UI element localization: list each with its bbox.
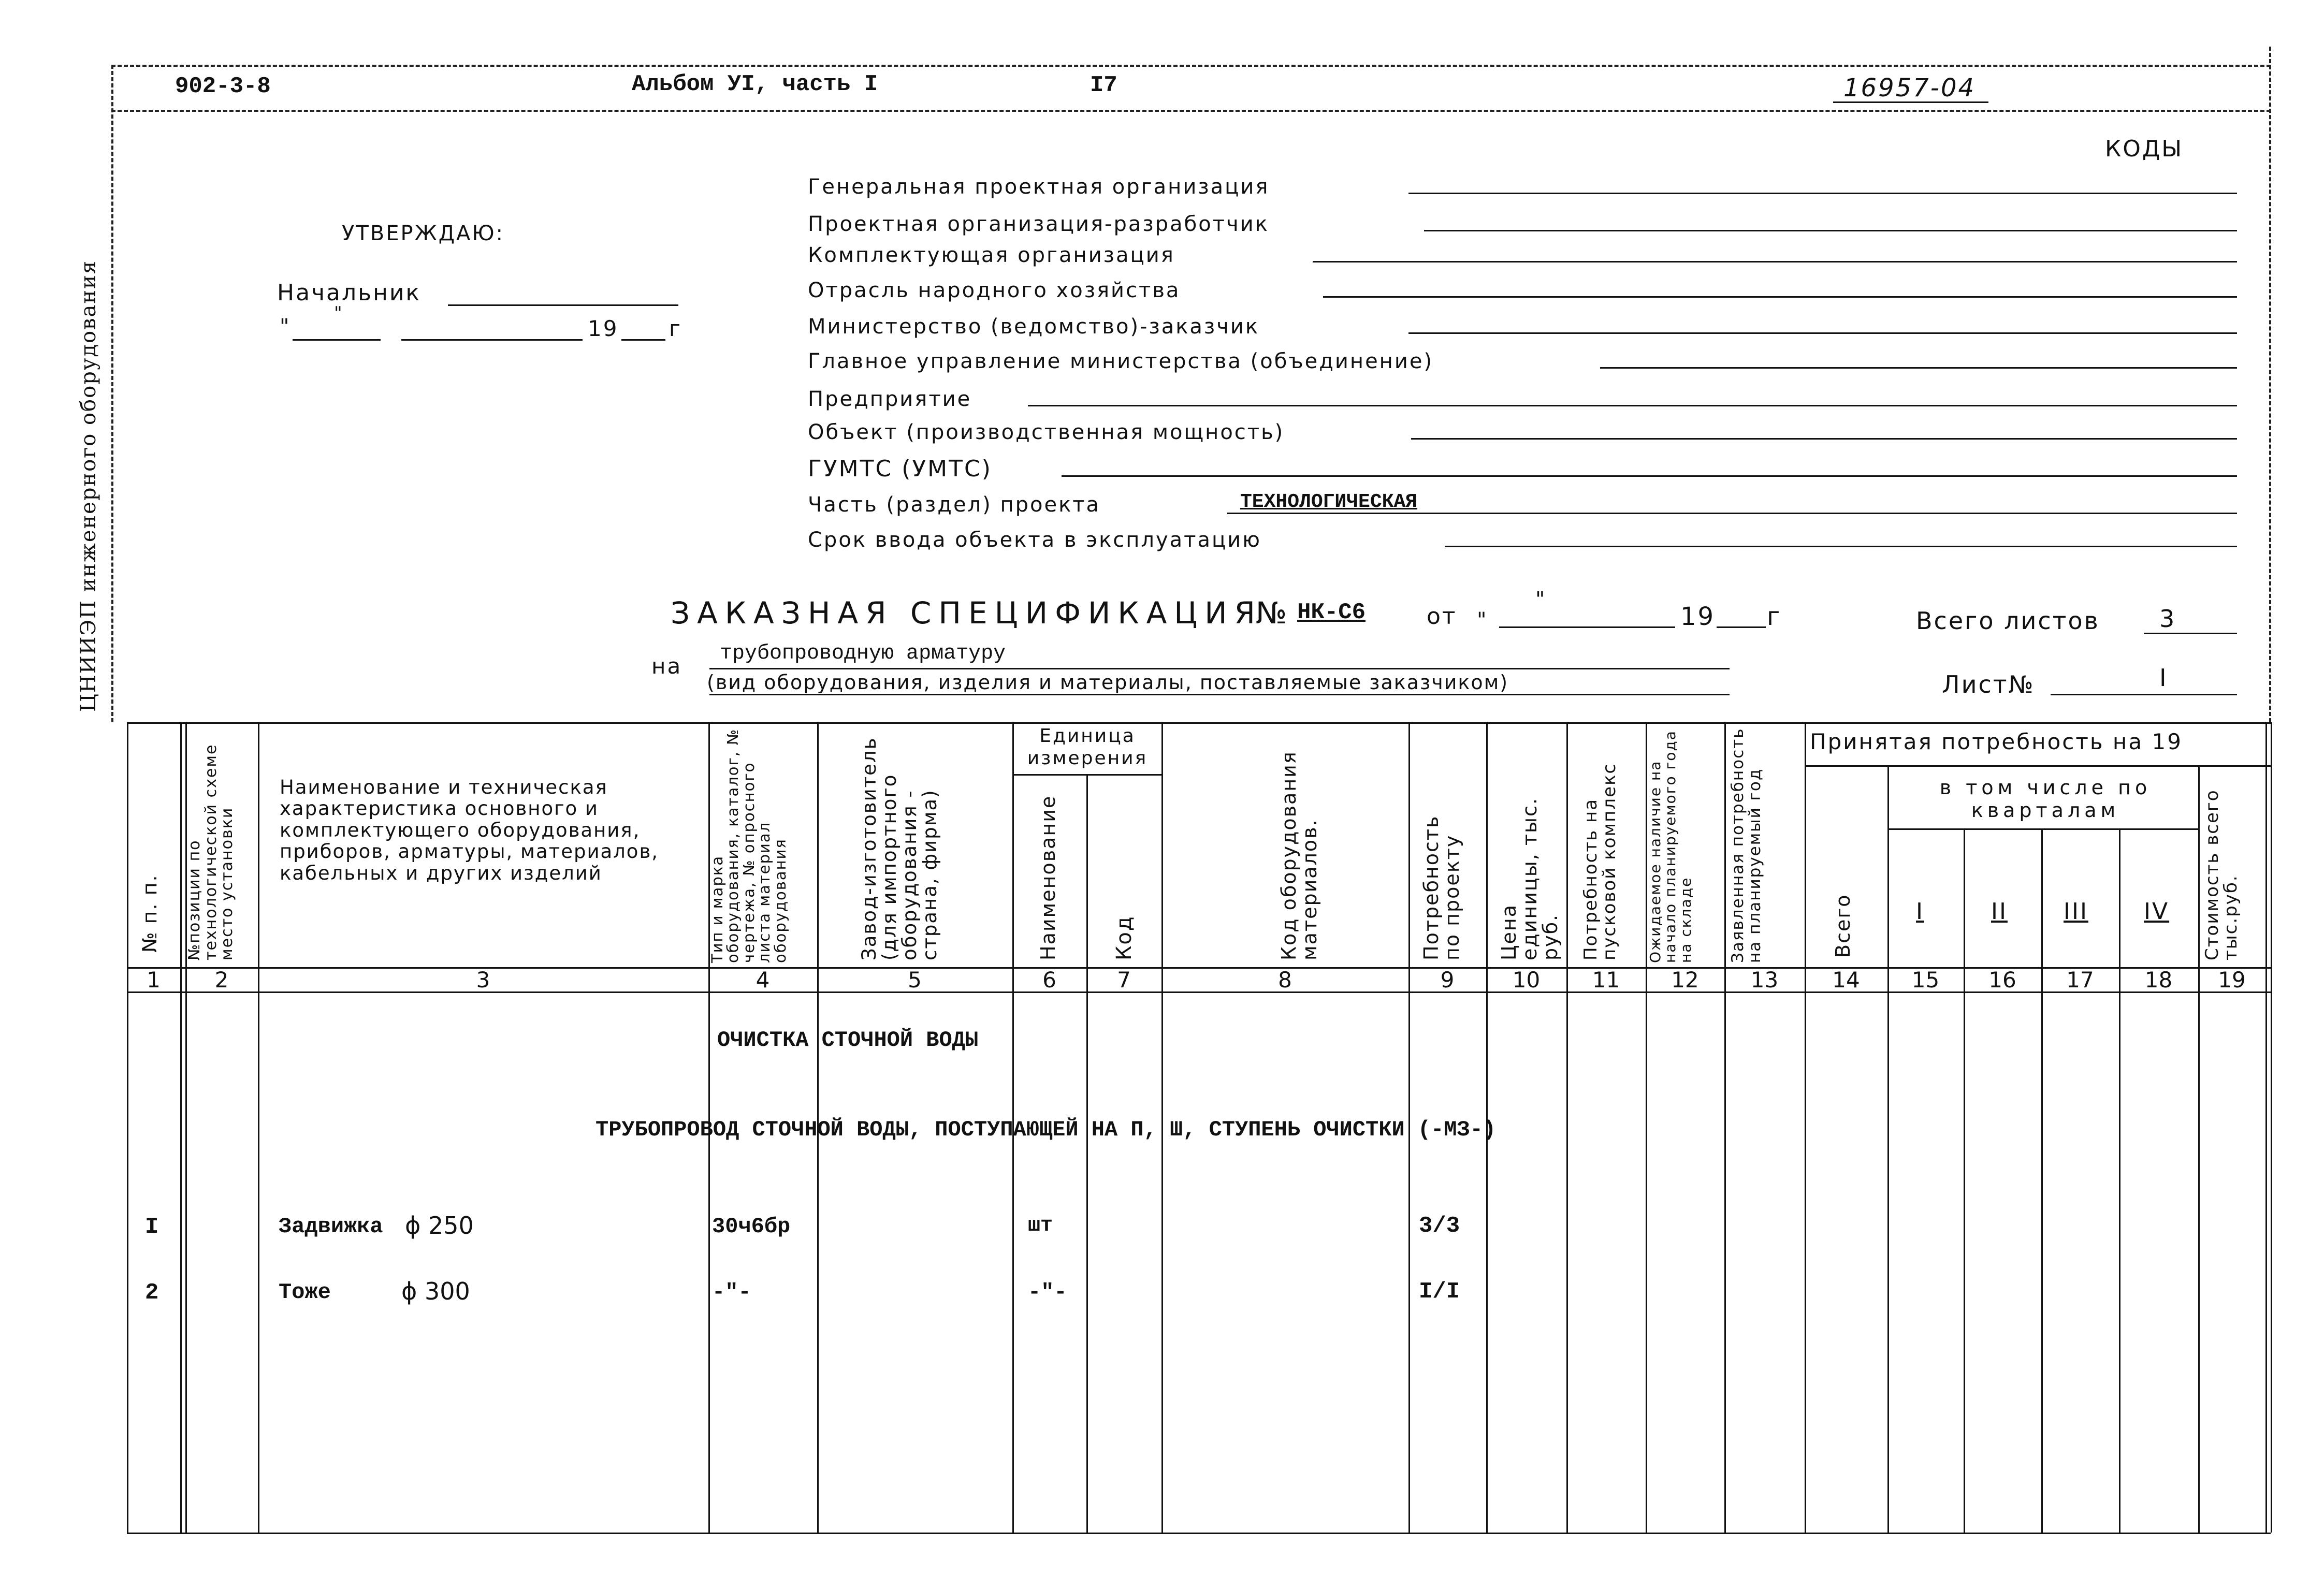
approve-year-line [621, 339, 665, 341]
org-label: Отрасль народного хозяйства [808, 279, 1181, 302]
codes-label: КОДЫ [2105, 136, 2184, 162]
col-line [180, 722, 182, 1533]
col-line [1086, 774, 1088, 1533]
col-line [1724, 722, 1726, 1533]
sheet-line [2051, 694, 2237, 695]
frame-header-line [111, 110, 2271, 112]
col-number: 9 [1440, 967, 1455, 993]
col-number: 14 [1832, 967, 1860, 993]
org-label: Главное управление министерства (объединение) [808, 349, 1434, 373]
col-header-5 [860, 727, 940, 960]
col-header-15: I [1916, 898, 1924, 925]
col-number: 3 [476, 967, 490, 993]
col-number: 8 [1278, 967, 1292, 993]
row-need: I/I [1419, 1279, 1460, 1305]
approve-date-mid: " [334, 303, 344, 324]
col-header-9-text: Потребность по проекту [1420, 815, 1463, 960]
col-header-1: № п. п. [138, 874, 161, 953]
doc-code: 902-3-8 [175, 74, 271, 99]
col-header-13 [1730, 725, 1763, 963]
org-line [1408, 193, 2237, 194]
row-type: -"- [712, 1280, 751, 1305]
row-number: I [145, 1214, 159, 1240]
col-number: 1 [147, 967, 161, 993]
section-title: ОЧИСТКА СТОЧНОЙ ВОДЫ [717, 1028, 979, 1053]
org-value-section: ТЕХНОЛОГИЧЕСКАЯ [1240, 491, 1418, 513]
col-line [258, 722, 259, 1533]
row-name: Задвижка [279, 1214, 383, 1239]
inventory-number: 16957-04 [1843, 74, 1976, 103]
org-line [1445, 546, 2237, 547]
spec-from-label: от [1427, 603, 1457, 630]
col-header-2 [186, 727, 236, 960]
col-header-13-text: Заявленная потребность на планируемый год [1729, 727, 1764, 963]
table-top-line [127, 722, 2271, 724]
org-label: Проектная организация-разработчик [808, 212, 1269, 236]
col-number: 15 [1911, 967, 1940, 993]
col-header-12-text: Ожидаемое наличие на начало планируемого года на складе [1647, 730, 1694, 963]
spec-date-quote-2: " [1535, 588, 1547, 611]
total-sheets-line [2144, 633, 2237, 634]
approve-year: 19 [588, 316, 619, 341]
col-number: 19 [2218, 967, 2246, 993]
col-line [2041, 828, 2043, 1533]
col-number: 18 [2144, 967, 2173, 993]
col-number: 11 [1592, 967, 1620, 993]
col-line [2119, 828, 2120, 1533]
col-number: 13 [1750, 967, 1779, 993]
quarter-group-header [1895, 777, 2196, 822]
org-label: Генеральная проектная организация [808, 175, 1270, 199]
frame-top [111, 65, 2271, 67]
col-header-8 [1279, 722, 1320, 960]
spec-year: 19 [1680, 602, 1716, 631]
col-line [2198, 765, 2200, 1533]
org-label: Министерство (ведомство)-заказчик [808, 315, 1259, 339]
spec-subject: трубопроводную арматуру [720, 642, 1006, 665]
spec-number-label: № [1256, 595, 1289, 631]
page-number: I7 [1090, 72, 1117, 98]
approve-title: УТВЕРЖДАЮ: [342, 222, 505, 245]
frame-right [2269, 47, 2271, 722]
col-header-14: Всего [1832, 894, 1854, 958]
col-header-9 [1421, 795, 1463, 960]
col-number: 2 [214, 967, 229, 993]
spec-day-line [1499, 626, 1675, 628]
col-number: 6 [1042, 967, 1056, 993]
spec-date-quote: " [1477, 608, 1488, 632]
row-name: Тоже [279, 1280, 331, 1305]
total-sheets: 3 [2159, 605, 2176, 633]
spec-on-label: на [651, 653, 682, 679]
approve-day-line [293, 339, 381, 341]
org-line [1323, 296, 2237, 298]
col-line [2271, 722, 2272, 1533]
sheet-label: Лист№ [1942, 670, 2035, 698]
quarter-group-text: в том числе по кварталам [1939, 776, 2152, 822]
album-label: Альбом УI, часть I [632, 71, 878, 97]
col-header-18: IV [2144, 898, 2170, 925]
col-header-11-text: Потребность на пусковой комплекс [1580, 763, 1620, 960]
org-line [1028, 405, 2237, 406]
col-header-10 [1499, 795, 1561, 960]
org-line [1424, 230, 2237, 231]
org-line [1600, 367, 2237, 369]
col-header-3-text: Наименование и техническая характеристика основного и комплектующего оборудования, приборов, арматуры, материалов, кабельных и других изделий [280, 776, 659, 884]
approve-month-line [401, 339, 583, 341]
row-unit: -"- [1028, 1280, 1067, 1305]
col-line [127, 722, 128, 1533]
col-header-8-text: Код оборудования материалов. [1277, 751, 1321, 960]
col-number: 16 [1988, 967, 2016, 993]
org-label: Объект (производственная мощность) [808, 420, 1285, 444]
spec-number: НК-С6 [1297, 600, 1366, 625]
sheet-number: I [2159, 664, 2168, 692]
spec-subject-line [709, 668, 1730, 669]
approve-date-open: " [280, 315, 291, 339]
org-label: Срок ввода объекта в эксплуатацию [808, 528, 1261, 552]
spec-note-line [709, 694, 1730, 695]
row-type: 30ч6бр [712, 1214, 791, 1239]
spec-year-line [1717, 626, 1766, 628]
spec-subject-note: (вид оборудования, изделия и материалы, поставляемые заказчиком) [707, 671, 1509, 694]
inventory-underline [1833, 101, 1988, 103]
table-bottom-line [127, 1533, 2271, 1534]
col-header-5-text: Завод-изготовитель (для импортного оборудования - страна, фирма) [858, 737, 941, 960]
col-header-3 [280, 777, 704, 884]
col-number: 10 [1512, 967, 1541, 993]
col-header-2-text: №позиции по технологической схеме место установки [185, 743, 236, 960]
row-diameter: ϕ 250 [405, 1212, 474, 1239]
subsection-title: ТРУБОПРОВОД СТОЧНОЙ ВОДЫ, ПОСТУПАЮЩЕЙ НА П, Ш, СТУПЕНЬ ОЧИСТКИ (-МЗ-) [595, 1117, 1497, 1142]
col-line [2265, 722, 2267, 1533]
col-number: 12 [1671, 967, 1699, 993]
quarter-group-line [1887, 828, 2198, 830]
approve-year-suffix: г [669, 316, 682, 341]
col-line [1887, 765, 1889, 1533]
unit-group-text: Единица измерения [1027, 725, 1148, 769]
spec-year-suffix: г [1767, 602, 1782, 631]
approve-chief-line [448, 304, 678, 306]
col-header-12 [1648, 725, 1693, 963]
col-number: 17 [2066, 967, 2094, 993]
col-number: 5 [908, 967, 922, 993]
col-header-19 [2203, 774, 2240, 960]
col-header-4-text: Тип и марка оборудования, каталог, № чертежа, № опросного листа материал оборудования [708, 728, 789, 963]
row-number: 2 [145, 1280, 159, 1306]
col-line [1805, 722, 1806, 1533]
col-line [1964, 828, 1965, 1533]
row-need: 3/3 [1419, 1213, 1460, 1239]
side-label: ЦНИИЭП инженерного оборудования [77, 260, 100, 712]
col-header-19-text: Стоимость всего тыс.руб. [2202, 789, 2241, 960]
total-sheets-label: Всего листов [1916, 607, 2100, 635]
spec-title: ЗАКАЗНАЯ СПЕЦИФИКАЦИЯ [671, 595, 1262, 631]
accepted-group-line [1805, 765, 2271, 767]
org-label: Часть (раздел) проекта [808, 493, 1101, 517]
col-number: 4 [756, 967, 770, 993]
org-line [1313, 261, 2237, 262]
col-number: 7 [1117, 967, 1131, 993]
unit-group-header [1015, 725, 1160, 769]
accepted-group-header: Принятая потребность на 19 [1810, 729, 2183, 754]
col-line [1566, 722, 1568, 1533]
col-header-7: Код [1112, 915, 1136, 960]
frame-left [111, 65, 113, 722]
col-header-10-text: Цена единицы, тыс. руб. [1498, 797, 1562, 960]
col-header-16: II [1991, 898, 2008, 925]
org-label: Комплектующая организация [808, 243, 1175, 267]
col-header-11 [1582, 743, 1619, 960]
org-line [1411, 438, 2237, 440]
approve-chief: Начальник [277, 280, 422, 306]
col-header-6: Наименование [1037, 795, 1059, 960]
org-label: ГУМТС (УМТС) [808, 456, 992, 482]
org-label: Предприятие [808, 387, 972, 411]
col-header-4 [709, 720, 788, 963]
row-diameter: ϕ 300 [401, 1277, 470, 1305]
row-unit: шт [1028, 1214, 1053, 1237]
org-line [1408, 332, 2237, 334]
org-line [1062, 475, 2237, 477]
col-header-17: III [2064, 898, 2088, 925]
